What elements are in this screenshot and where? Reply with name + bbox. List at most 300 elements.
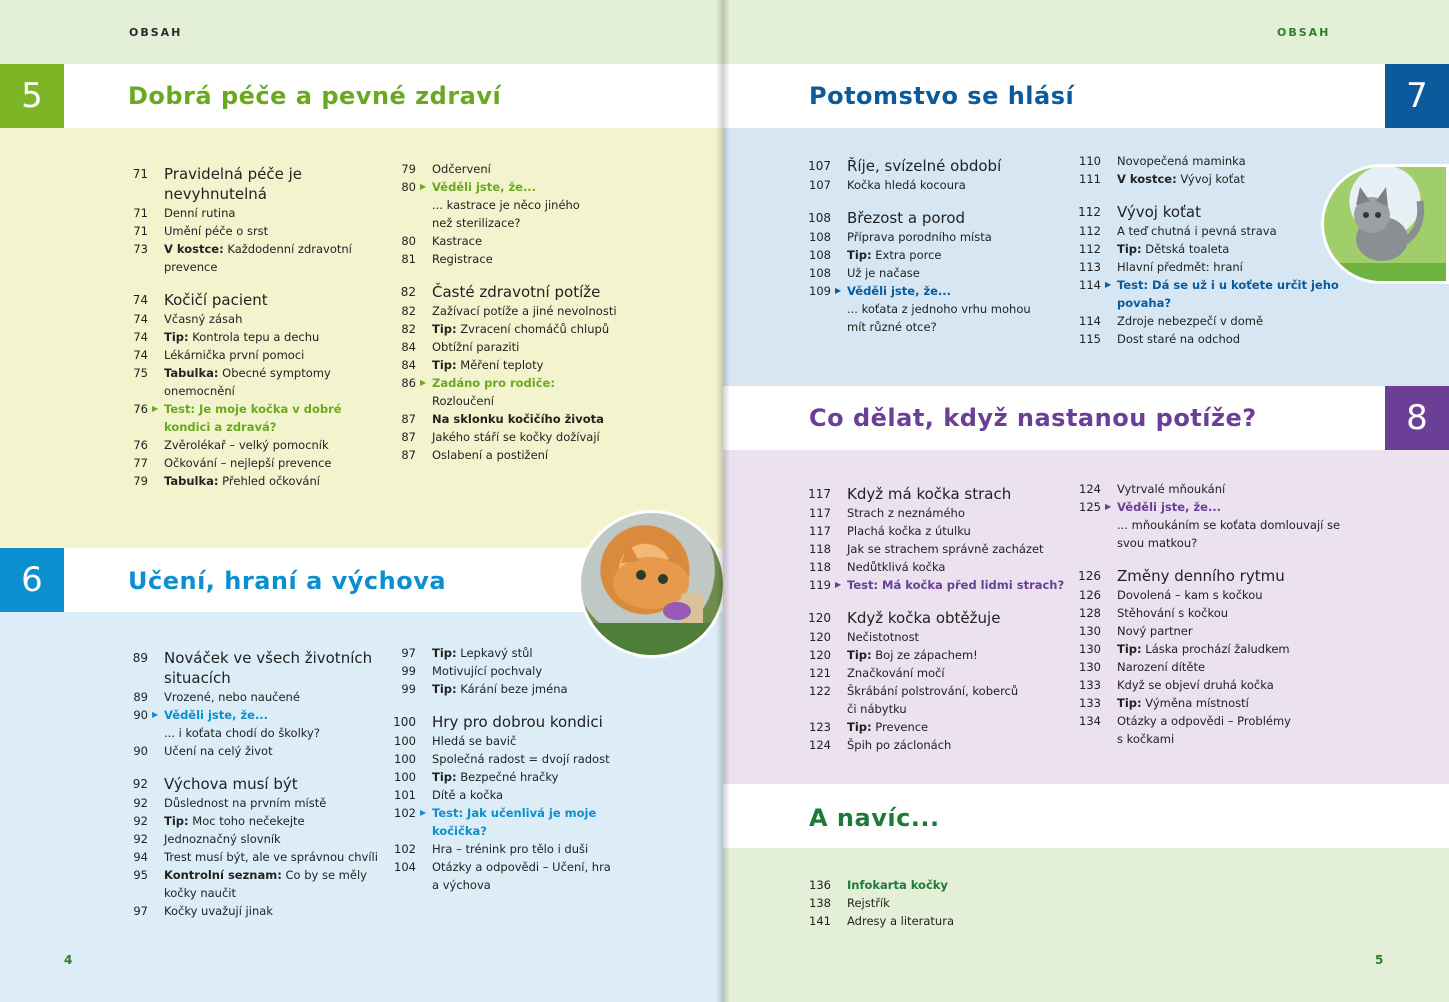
toc-entry-label: Tip: [847,248,872,262]
toc-entry-text: mít různé otce? [847,320,937,334]
toc-entry[interactable] [807,894,1067,912]
toc-entry[interactable] [124,688,384,706]
toc-entry[interactable] [124,346,384,364]
toc-entry[interactable] [392,822,652,840]
toc-entry[interactable] [1077,676,1337,694]
toc-entry[interactable] [124,382,384,400]
toc-entry-text: Test: Je moje kočka v dobré [164,402,342,416]
toc-entry-text: Březost a porod [847,209,966,227]
toc-page-number: 95 [133,868,148,882]
toc-entry[interactable] [807,246,1067,264]
toc-entry[interactable] [1077,534,1337,552]
header-band-right [723,0,1449,64]
toc-entry[interactable] [1077,240,1337,258]
toc-entry-text: kočička? [432,824,487,838]
running-header-right: OBSAH [1277,26,1331,39]
page-number-right: 5 [1375,953,1384,967]
toc-page-number: 124 [1079,482,1101,496]
toc-entry-text: Stěhování s kočkou [1117,606,1229,620]
toc-entry-label: V kostce: [1117,172,1177,186]
toc-entry[interactable] [807,264,1067,282]
toc-entry-text: Značkování močí [847,666,945,680]
toc-page-number: 118 [809,560,831,574]
toc-entry[interactable] [1077,730,1337,748]
toc-entry-text: Když má kočka strach [847,485,1012,503]
toc-entry-text: Nováček ve všech životních [164,649,373,667]
toc-entry[interactable] [124,364,384,382]
toc-entry-text: Zadáno pro rodiče: [432,376,555,390]
toc-gap [807,194,1067,208]
toc-entry[interactable] [1077,170,1337,188]
toc-page-number: 120 [809,630,831,644]
toc-entry-text: kondici a zdravá? [164,420,277,434]
toc-entry-text: Věděli jste, že... [847,284,952,298]
toc-page-number: 108 [809,230,831,244]
toc-entry-text: Důslednost na prvním místě [164,796,327,810]
toc-entry[interactable] [392,680,652,698]
toc-entry-text: Zvěrolékař – velký pomocník [164,438,329,452]
toc-section-heading[interactable] [124,668,384,688]
toc-page-number: 86 [401,376,416,390]
toc-page-number: 82 [400,285,416,299]
toc-entry[interactable] [807,646,1067,664]
toc-entry[interactable] [124,884,384,902]
toc-entry-text: Jednoznačný slovník [164,832,281,846]
left-page [0,0,723,1002]
toc-entry[interactable] [807,540,1067,558]
toc-page-number: 73 [133,242,148,256]
toc-entry[interactable] [392,374,652,392]
chapter-5-col-1 [124,164,384,490]
toc-page-number: 87 [401,430,416,444]
toc-entry[interactable] [392,732,652,750]
toc-page-number: 100 [394,770,416,784]
toc-entry[interactable] [392,214,652,232]
toc-entry[interactable] [1077,712,1337,730]
toc-entry-text: Obtížní paraziti [432,340,520,354]
toc-entry-text: Infokarta kočky [847,878,948,892]
toc-page-number: 74 [133,312,148,326]
toc-entry-label: Tip: [1117,242,1142,256]
toc-page-number: 130 [1079,642,1101,656]
kitten-illustration [581,513,723,658]
toc-entry[interactable] [807,876,1067,894]
toc-page-number: 71 [133,224,148,238]
toc-entry[interactable] [1077,498,1337,516]
toc-entry[interactable] [392,320,652,338]
toc-page-number: 133 [1079,678,1101,692]
chapter-5-number: 5 [0,64,64,128]
toc-entry[interactable] [124,830,384,848]
toc-entry[interactable] [1077,604,1337,622]
toc-entry-text: prevence [164,260,218,274]
toc-page-number: 124 [809,738,831,752]
toc-page-number: 128 [1079,606,1101,620]
toc-entry-text: V kostce: Každodenní zdravotní [164,242,352,256]
toc-entry[interactable] [807,700,1067,718]
toc-entry[interactable] [807,504,1067,522]
toc-page-number: 92 [133,796,148,810]
toc-entry[interactable] [807,736,1067,754]
toc-section-heading[interactable] [1077,202,1337,222]
toc-page-number: 114 [1079,278,1101,292]
toc-entry-text: Denní rutina [164,206,236,220]
toc-entry-text: situacích [164,669,231,687]
toc-entry[interactable] [392,338,652,356]
toc-page-number: 133 [1079,696,1101,710]
toc-entry-text: Věděli jste, že... [164,708,269,722]
toc-entry-text: Škrábání polstrování, koberců [847,684,1019,698]
toc-page-number: 125 [1079,500,1101,514]
toc-entry[interactable] [1077,640,1337,658]
toc-entry-text: Učení na celý život [164,744,273,758]
toc-page-number: 89 [133,690,148,704]
toc-entry[interactable] [124,454,384,472]
toc-entry[interactable] [807,718,1067,736]
toc-entry-text: Nový partner [1117,624,1193,638]
toc-entry[interactable] [1077,330,1337,348]
toc-entry-text: Kočky uvažují jinak [164,904,273,918]
toc-entry[interactable] [807,318,1067,336]
toc-entry[interactable] [807,300,1067,318]
toc-section-heading[interactable] [124,164,384,184]
toc-page-number: 118 [809,542,831,556]
toc-page-number: 113 [1079,260,1101,274]
toc-entry-text: Tip: Kontrola tepu a dechu [164,330,320,344]
toc-page-number: 126 [1078,569,1101,583]
toc-entry-label: Tip: [432,646,457,660]
toc-section-heading[interactable] [807,208,1067,228]
toc-page-number: 100 [394,752,416,766]
toc-section-heading[interactable] [124,184,384,204]
toc-entry[interactable] [124,436,384,454]
toc-page-number: 123 [809,720,831,734]
toc-entry-label: Tabulka: [164,366,219,380]
toc-page-number: 90 [133,708,148,722]
kitten-photo [578,510,723,658]
toc-entry[interactable] [392,250,652,268]
chapter-7-title: Potomstvo se hlásí [809,82,1075,110]
toc-page-number: 114 [1079,314,1101,328]
toc-entry[interactable] [392,196,652,214]
book-spine-shadow [716,0,730,1002]
toc-entry[interactable] [392,768,652,786]
toc-page-number: 117 [808,487,831,501]
toc-entry-text: onemocnění [164,384,235,398]
toc-entry-text: Nečistotnost [847,630,920,644]
toc-entry-text: Kastrace [432,234,483,248]
extra-list [807,876,1067,930]
toc-entry[interactable] [1077,152,1337,170]
toc-page-number: 100 [394,734,416,748]
toc-entry-text: Rozloučení [432,394,494,408]
chapter-5-title: Dobrá péče a pevné zdraví [128,82,502,110]
toc-entry-text: Nedůtklivá kočka [847,560,946,574]
toc-entry-text: Kočka hledá kocoura [847,178,966,192]
toc-entry-text: Registrace [432,252,493,266]
triangle-arrow-icon: ▶ [420,182,427,191]
triangle-arrow-icon: ▶ [420,808,427,817]
toc-entry[interactable] [807,522,1067,540]
toc-entry-text: Tip: Kárání beze jména [432,682,568,696]
toc-page-number: 108 [808,211,831,225]
toc-entry[interactable] [807,912,1067,930]
toc-page-number: 119 [809,578,831,592]
toc-section-heading[interactable] [807,484,1067,504]
toc-entry[interactable] [124,310,384,328]
toc-entry-text: Odčervení [432,162,491,176]
toc-entry[interactable] [124,848,384,866]
toc-entry-text: Pravidelná péče je [164,165,302,183]
toc-entry[interactable] [1077,294,1337,312]
toc-entry[interactable] [124,418,384,436]
toc-entry[interactable] [392,410,652,428]
toc-page-number: 81 [401,252,416,266]
toc-entry[interactable] [807,176,1067,194]
toc-entry-text: Jakého stáří se kočky dožívají [432,430,600,444]
toc-entry-text: Novopečená maminka [1117,154,1246,168]
toc-page-number: 112 [1079,242,1101,256]
toc-entry-text: Umění péče o srst [164,224,269,238]
toc-entry-label: Tip: [164,330,189,344]
toc-page-number: 76 [133,402,148,416]
toc-entry-text: Tip: Zvracení chomáčů chlupů [432,322,610,336]
toc-page-number: 92 [132,777,148,791]
toc-entry-text: Říje, svízelné období [847,157,1002,175]
toc-page-number: 112 [1079,224,1101,238]
toc-section-heading[interactable] [392,712,652,732]
toc-entry-text: Hlavní předmět: hraní [1117,260,1243,274]
toc-entry[interactable] [1077,694,1337,712]
toc-entry-text: Tip: Láska prochází žaludkem [1117,642,1290,656]
toc-gap [1077,552,1337,566]
toc-entry[interactable] [124,742,384,760]
toc-entry[interactable] [392,446,652,464]
page-number-left: 4 [64,953,73,967]
toc-page-number: 79 [133,474,148,488]
toc-entry[interactable] [1077,258,1337,276]
toc-page-number: 130 [1079,660,1101,674]
triangle-arrow-icon: ▶ [1105,502,1112,511]
toc-entry-text: Tip: Boj ze zápachem! [847,648,978,662]
toc-entry-text: Tabulka: Obecné symptomy [164,366,331,380]
toc-entry[interactable] [1077,516,1341,534]
toc-page-number: 74 [133,330,148,344]
toc-page-number: 126 [1079,588,1101,602]
toc-page-number: 80 [401,180,416,194]
toc-page-number: 74 [133,348,148,362]
toc-entry-label: Tip: [432,770,457,784]
toc-entry[interactable] [124,706,384,724]
toc-entry-text: Test: Dá se už i u koťete určit jeho [1117,278,1339,292]
toc-entry-text: Jak se strachem správně zacházet [847,542,1044,556]
toc-entry-text: Trest musí být, ale ve správnou chvíli [164,850,378,864]
toc-section-heading[interactable] [124,290,384,310]
toc-page-number: 97 [401,646,416,660]
toc-gap [807,594,1067,608]
extra-title: A navíc... [809,804,940,832]
chapter-6-title: Učení, hraní a výchova [128,567,447,595]
toc-entry-text: Tabulka: Přehled očkování [164,474,320,488]
toc-gap [1077,188,1337,202]
toc-entry-label: Tip: [1117,642,1142,656]
toc-entry-text: Tip: Měření teploty [432,358,544,372]
toc-page-number: 110 [1079,154,1101,168]
toc-entry-text: Rejstřík [847,896,890,910]
toc-section-heading[interactable] [392,282,652,302]
toc-entry[interactable] [124,812,384,830]
toc-entry[interactable] [392,840,652,858]
toc-entry[interactable] [392,428,652,446]
toc-page-number: 136 [809,878,831,892]
toc-page-number: 117 [809,524,831,538]
toc-entry[interactable] [124,400,384,418]
toc-entry-text: Tip: Lepkavý stůl [432,646,533,660]
toc-entry-text: Kočičí pacient [164,291,268,309]
toc-entry[interactable] [807,282,1067,300]
toc-page-number: 102 [394,842,416,856]
toc-entry[interactable] [124,472,384,490]
toc-entry-text: Zažívací potíže a jiné nevolnosti [432,304,617,318]
toc-entry-text: Hra – trénink pro tělo i duši [432,842,589,856]
triangle-arrow-icon: ▶ [835,580,842,589]
triangle-arrow-icon: ▶ [420,378,427,387]
toc-section-heading[interactable] [124,648,384,668]
toc-entry-text: A teď chutná i pevná strava [1117,224,1277,238]
toc-entry[interactable] [1077,658,1337,676]
toc-entry[interactable] [124,222,384,240]
toc-entry-text: Tip: Bezpečné hračky [432,770,559,784]
toc-entry[interactable] [807,228,1067,246]
toc-section-heading[interactable] [807,608,1067,628]
toc-page-number: 117 [809,506,831,520]
toc-page-number: 134 [1079,714,1101,728]
toc-entry-text: povaha? [1117,296,1172,310]
toc-entry[interactable] [392,786,652,804]
toc-entry[interactable] [392,232,652,250]
toc-gap [392,268,652,282]
toc-entry-text: ... kastrace je něco jiného [432,198,580,212]
toc-entry-text: Vrozené, nebo naučené [164,690,300,704]
chapter-7-col-1 [807,156,1067,336]
toc-page-number: 115 [1079,332,1101,346]
toc-entry-text: Tip: Extra porce [847,248,942,262]
toc-entry[interactable] [392,662,652,680]
toc-entry-text: ... i koťata chodí do školky? [164,726,320,740]
toc-entry[interactable] [124,204,384,222]
toc-entry[interactable] [392,178,652,196]
toc-page-number: 84 [401,340,416,354]
toc-page-number: 92 [133,832,148,846]
triangle-arrow-icon: ▶ [152,404,159,413]
toc-entry[interactable] [124,328,384,346]
toc-entry-text: Včasný zásah [164,312,243,326]
toc-page-number: 101 [394,788,416,802]
toc-entry[interactable] [124,240,384,258]
toc-page-number: 75 [133,366,148,380]
toc-entry[interactable] [1077,586,1337,604]
toc-entry[interactable] [124,794,384,812]
toc-page-number: 107 [809,178,831,192]
kitten-grass-photo [1321,164,1449,284]
toc-page-number: 87 [401,412,416,426]
toc-entry[interactable] [1077,276,1337,294]
toc-entry-text: Dovolená – kam s kočkou [1117,588,1263,602]
toc-entry-text: Tip: Prevence [847,720,929,734]
toc-entry[interactable] [1077,480,1337,498]
toc-page-number: 138 [809,896,831,910]
chapter-6-number: 6 [0,548,64,612]
toc-entry[interactable] [807,576,1067,594]
toc-entry-text: Plachá kočka z útulku [847,524,971,538]
toc-section-heading[interactable] [124,774,384,794]
toc-page-number: 99 [401,664,416,678]
toc-entry[interactable] [1077,222,1337,240]
toc-entry[interactable] [392,876,652,894]
triangle-arrow-icon: ▶ [1105,280,1112,289]
toc-entry-text: Narození dítěte [1117,660,1206,674]
toc-page-number: 100 [393,715,416,729]
toc-entry[interactable] [392,392,652,410]
toc-entry[interactable] [124,866,384,884]
toc-section-heading[interactable] [807,156,1067,176]
toc-page-number: 121 [809,666,831,680]
toc-entry-text: Otázky a odpovědi – Učení, hra [432,860,611,874]
toc-entry-label: Kontrolní seznam: [164,868,282,882]
toc-entry-text: Test: Má kočka před lidmi strach? [847,578,1065,592]
toc-entry[interactable] [807,558,1067,576]
toc-entry[interactable] [124,902,384,920]
toc-entry-label: Tip: [432,682,457,696]
toc-page-number: 84 [401,358,416,372]
toc-page-number: 90 [133,744,148,758]
toc-entry-text: Motivující pochvaly [432,664,543,678]
toc-entry[interactable] [392,858,652,876]
toc-page-number: 102 [394,806,416,820]
toc-entry-label: Tip: [432,322,457,336]
toc-entry-label: Tip: [432,358,457,372]
toc-entry[interactable] [124,724,384,742]
toc-entry[interactable] [392,750,652,768]
toc-entry[interactable] [392,302,652,320]
toc-entry[interactable] [1077,622,1337,640]
toc-entry[interactable] [807,682,1067,700]
toc-entry-text: Očkování – nejlepší prevence [164,456,332,470]
toc-entry[interactable] [807,628,1067,646]
toc-entry[interactable] [392,160,652,178]
toc-entry-text: svou matkou? [1117,536,1198,550]
toc-entry-label: Tip: [164,814,189,828]
toc-page-number: 71 [133,206,148,220]
toc-page-number: 79 [401,162,416,176]
toc-entry-text: Adresy a literatura [847,914,954,928]
toc-entry[interactable] [392,356,652,374]
toc-section-heading[interactable] [1077,566,1337,586]
toc-page-number: 109 [809,284,831,298]
toc-entry-text: Dítě a kočka [432,788,504,802]
toc-gap [124,276,384,290]
toc-page-number: 74 [132,293,148,307]
toc-entry-text: s kočkami [1117,732,1175,746]
toc-entry[interactable] [807,664,1067,682]
toc-entry-text: Věděli jste, že... [432,180,537,194]
toc-entry[interactable] [124,258,384,276]
toc-entry-text: Když kočka obtěžuje [847,609,1001,627]
toc-entry-text: Změny denního rytmu [1117,567,1285,585]
toc-entry[interactable] [1077,312,1337,330]
chapter-8-number: 8 [1385,386,1449,450]
toc-entry[interactable] [392,804,652,822]
